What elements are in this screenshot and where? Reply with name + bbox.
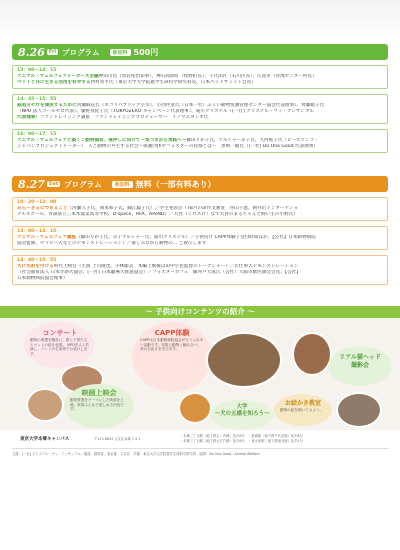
- day1-date: 8.26: [18, 45, 45, 59]
- event-highlight: みらーきるにできること: [17, 206, 68, 211]
- event-detail: ファンドレイジング講座 ファンドレイジングプロデューサー イノウエヨシオ氏: [39, 115, 209, 120]
- day1-title: プログラム: [62, 47, 100, 57]
- event-detail: 時代上映会（主演 上川隆也、小林聡美 本編上映後は田中小包監督のトークショー）／お仕事犬デモンストレーション: [53, 264, 299, 269]
- event-highlight: アニマル・ウェルフェア講座: [17, 235, 77, 240]
- program-event: [12, 197, 388, 221]
- event-detail: 河瀬麻花氏（ネコリパブリック主宰）、小西伴彦氏（日本一社）ふくい動物愛護管理センター協会代表理事）、齊藤聡子氏: [76, 103, 325, 108]
- movie-label: 映画上映会: [81, 389, 117, 397]
- event-highlight: アニマル・ウェルフェアと築くこ動物福祉、後押しに向けて～気づきから実践へ～: [17, 138, 187, 143]
- event-detail: 藤田りか子氏、アルシャー京子氏、大西純子氏（ピースワンコ・: [186, 138, 319, 143]
- day1-weekday: Fri: [48, 49, 57, 55]
- access-line-1: ・本郷三丁目駅（地下鉄丸ノ内線）徒歩8分 ・根津駅（地下鉄千代田線）徒歩8分: [180, 434, 303, 438]
- day2-price: 無料（一部有料あり）: [135, 179, 216, 189]
- capp-desc: CAPPは日本動物病院協会が行うふれあい活動です。実際に動物と触れ合い、命の大切さを学びます。: [140, 338, 204, 352]
- event-detail: ジャパンプロジェクトリーダー） 人と動物の共生する社会～保護団体やフォスターの役割とは～ 黒崎一敏氏（[一社] Do One Good 代表理事）: [17, 144, 318, 149]
- dog-photo: [178, 392, 212, 424]
- event-time: 13：00～14：15: [17, 229, 57, 234]
- cat-photo: [336, 392, 382, 428]
- top-shade: [0, 0, 400, 40]
- program-event: [12, 65, 388, 89]
- day2-date: 8.27: [18, 177, 45, 191]
- day1-fee-tag: 参加料: [110, 49, 131, 56]
- day2-header: [12, 176, 388, 192]
- venue-name: 東京大学本郷キャンパス: [20, 437, 70, 442]
- event-time: 13：00～14：15: [17, 68, 57, 73]
- day2-title: プログラム: [64, 179, 102, 189]
- event-detail: ナルスクール、青森県立三本木農業高等学校、D-space、RFA、APoND）／犬食（ミロスけ）なで犬食のまるちゃんと飼い主の小野氏）: [17, 212, 298, 217]
- footer-divider: [12, 448, 388, 449]
- concert-label: コンサート: [42, 329, 78, 337]
- program-event: [12, 94, 388, 124]
- event-line: [17, 241, 383, 247]
- event-detail: （NPO 法人ゴールゼロ代表）、藤野真紀子氏（TOKYOZERO キャンペーン代表理事）、滝川クリステル（[一社] クリステル・ヴィ・アンサンブル: [17, 109, 314, 114]
- day1-section: [12, 44, 388, 153]
- event-highlight: 代表理事）: [17, 115, 40, 120]
- event-detail: （河瀬久子氏、岡本和子氏、細江聡子氏）／学生発表会（78月の命作文審査 谷山千恵、朝井沢インターナショ: [67, 206, 299, 211]
- event-highlight: アニマル・ウェルフェアリーダーズ会議: [17, 74, 99, 79]
- day1-events: [12, 65, 388, 153]
- event-line: [17, 115, 383, 121]
- program-event: [12, 129, 388, 153]
- event-highlight: ペットと共に生きる活用を科学する: [17, 80, 91, 85]
- university-label: 大学 ～犬の五感を知ろう～: [214, 404, 270, 417]
- concert-desc: 動物の保護を題材に、歌と子供たちとペットの絆を表現。 NPO法人と共演し、バンドの生演奏でお届けします。: [30, 338, 90, 356]
- day2-section: [12, 176, 388, 285]
- cat-head-photo: [292, 332, 332, 376]
- crowd-photo: [206, 332, 282, 388]
- capp-label: CAPP体験: [154, 329, 190, 337]
- movie-desc: 動物愛護をテーマにした映画を上映。家族みんなで楽しめる内容です。: [70, 398, 124, 412]
- program-event: [12, 255, 388, 285]
- kids-heading-bar: [0, 306, 400, 318]
- access-line-2: ・本郷三丁目駅（地下鉄大江戸線）徒歩6分 ・東大前駅（地下鉄南北線）徒歩1分: [180, 439, 303, 443]
- movie-photo: [26, 388, 64, 422]
- event-detail: （藤田りか子氏、京子アルシャー氏、滝川クリステル）／子供向け CAPP体験 / 受付時間ほか、【公社】日本動物病院: [76, 235, 316, 240]
- day2-weekday: Sat: [48, 181, 59, 187]
- cat-head-label: リアル猫ヘッド 撮影会: [339, 354, 381, 369]
- day2-events: [12, 197, 388, 285]
- event-time: 10：20～13：00: [17, 200, 57, 205]
- event-highlight: 殺処分ゼロを達成するために: [17, 103, 77, 108]
- event-time: 14：40～15：55: [17, 258, 57, 263]
- day1-header: [12, 44, 388, 60]
- drawing-desc: 動物の絵を描いてみよう。: [280, 408, 324, 412]
- event-time: 16：00～17：15: [17, 132, 57, 137]
- drawing-label: お絵かき教室: [284, 400, 321, 407]
- kids-heading: ～ 子供向けコンテンツの紹介 ～: [145, 307, 255, 316]
- event-detail: 西村亮平氏（東京大学大学院農学生命科学研究科長、日本ペットサミット会長）: [90, 80, 256, 85]
- organizer-credit: 主催：[一社] クリステル・ヴィ・アンサンブル／後援：環境省、東京都、文京区 共催：東京大学大学院農学生命科学研究科 協賛：Do One Good／Animal Welfare: [12, 452, 260, 456]
- venue-address: 〒113-8654 文京区本郷 7-3-1: [94, 437, 141, 441]
- event-line: [17, 144, 383, 150]
- event-time: 14：35～15：55: [17, 97, 57, 102]
- event-highlight: 犬に名前を付ける: [17, 264, 54, 269]
- event-line: [17, 212, 383, 218]
- event-detail: （社会福祉法人 日本介助犬協会、[一社] 日本聴導犬推進協会）／フォスターカフェ 細井戸大成氏（公社）大阪市獣医師会会長、【公社】: [17, 270, 301, 275]
- event-detail: 神田川昌（黒岩祐治知事）、神石高原町（牧野町長）、千代田区（石川区長）、広島市（管理センター所長）: [98, 74, 317, 79]
- day2-fee-tag: 参加料: [112, 181, 133, 188]
- event-detail: 日本動物病院協会理事）: [17, 276, 68, 281]
- day1-price: 500円: [133, 47, 159, 57]
- event-line: [17, 80, 383, 86]
- event-detail: 協会監修、セラピー犬などのデモンストレーション）／楽しみながら動物の… ご教示します: [17, 241, 207, 246]
- program-event: [12, 226, 388, 250]
- event-line: [17, 276, 383, 282]
- footer: [0, 432, 400, 550]
